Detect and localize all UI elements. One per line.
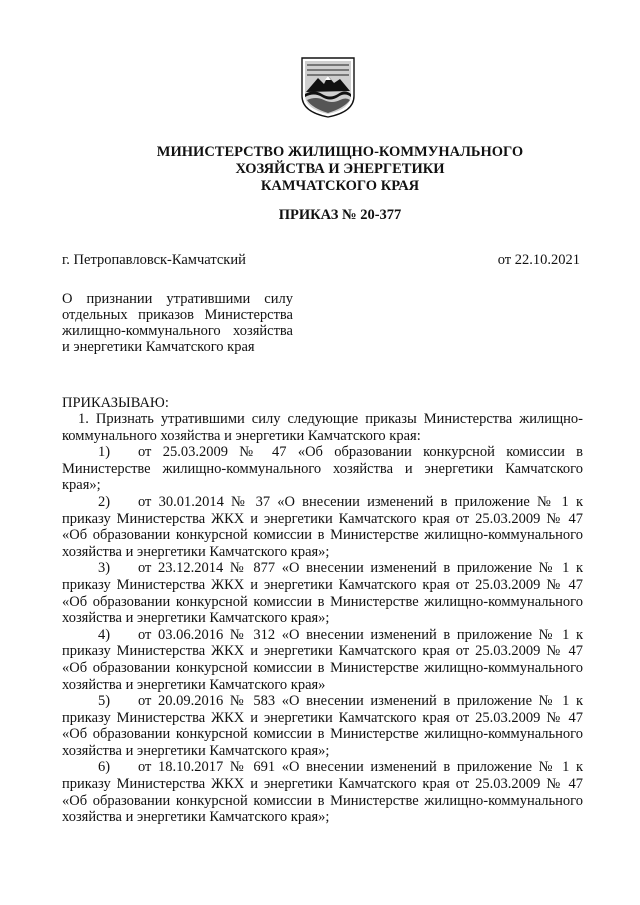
- list-item: [62, 693, 583, 759]
- list-item-number: 1): [98, 444, 111, 461]
- order-subject: О признании утратившими силу отдельных приказов Министерства жилищно-коммунального хозяйства и энергетики Камчатского края: [62, 291, 293, 355]
- list-item: [62, 627, 583, 693]
- list-item-number: 4): [98, 626, 111, 643]
- ministry-name-line-2: ХОЗЯЙСТВА И ЭНЕРГЕТИКИ: [235, 161, 445, 177]
- paragraph-1: 1. Признать утратившими силу следующие приказы Министерства жилищно-коммунального хозяйства и энергетики Камчатского края:: [62, 411, 583, 444]
- kamchatka-coat-of-arms-icon: [298, 56, 358, 118]
- list-item-number: 6): [98, 759, 111, 776]
- list-item-text: от 23.12.2014 № 877 «О внесении изменений в приложение № 1 к приказу Министерства ЖКХ и энергетики Камчатского края от 25.03.2009 № 47 «Об образовании конкурсной комиссии в Министерстве жилищно-коммунального хозяйства и энергетики Камчатского края»;: [62, 560, 583, 627]
- list-item-number: 2): [98, 493, 111, 510]
- document-place: г. Петропавловск-Камчатский: [62, 252, 246, 268]
- list-item: [62, 759, 583, 825]
- order-word: ПРИКАЗЫВАЮ:: [62, 395, 169, 411]
- order-body: [62, 411, 583, 826]
- list-item: [62, 560, 583, 626]
- list-item-number: 3): [98, 560, 111, 577]
- list-item: [62, 444, 583, 494]
- list-item-text: от 03.06.2016 № 312 «О внесении изменений в приложение № 1 к приказу Министерства ЖКХ и энергетики Камчатского края от 25.03.2009 № 47 «Об образовании конкурсной комиссии в Министерстве жилищно-коммунального хозяйства и энергетики Камчатского края»: [62, 626, 583, 693]
- list-item-text: от 30.01.2014 № 37 «О внесении изменений в приложение № 1 к приказу Министерства ЖКХ и энергетики Камчатского края от 25.03.2009 № 47 «Об образовании конкурсной комиссии в Министерстве жилищно-коммунального хозяйства и энергетики Камчатского края»;: [62, 493, 583, 560]
- ministry-name-line-1: МИНИСТЕРСТВО ЖИЛИЩНО-КОММУНАЛЬНОГО: [156, 144, 524, 160]
- list-item-text: от 25.03.2009 № 47 «Об образовании конкурсной комиссии в Министерстве жилищно-коммунального хозяйства и энергетики Камчатского края»;: [62, 444, 583, 494]
- list-item-number: 5): [98, 693, 111, 710]
- ministry-name-line-3: КАМЧАТСКОГО КРАЯ: [260, 178, 420, 194]
- list-item-text: от 18.10.2017 № 691 «О внесении изменений в приложение № 1 к приказу Министерства ЖКХ и энергетики Камчатского края от 25.03.2009 № 47 «Об образовании конкурсной комиссии в Министерстве жилищно-коммунального хозяйства и энергетики Камчатского края»;: [62, 759, 583, 826]
- list-item: [62, 494, 583, 560]
- order-title: ПРИКАЗ № 20-377: [278, 207, 402, 223]
- list-item-text: от 20.09.2016 № 583 «О внесении изменений в приложение № 1 к приказу Министерства ЖКХ и энергетики Камчатского края от 25.03.2009 № 47 «Об образовании конкурсной комиссии в Министерстве жилищно-коммунального хозяйства и энергетики Камчатского края»;: [62, 693, 583, 759]
- document-date: от 22.10.2021: [497, 252, 580, 268]
